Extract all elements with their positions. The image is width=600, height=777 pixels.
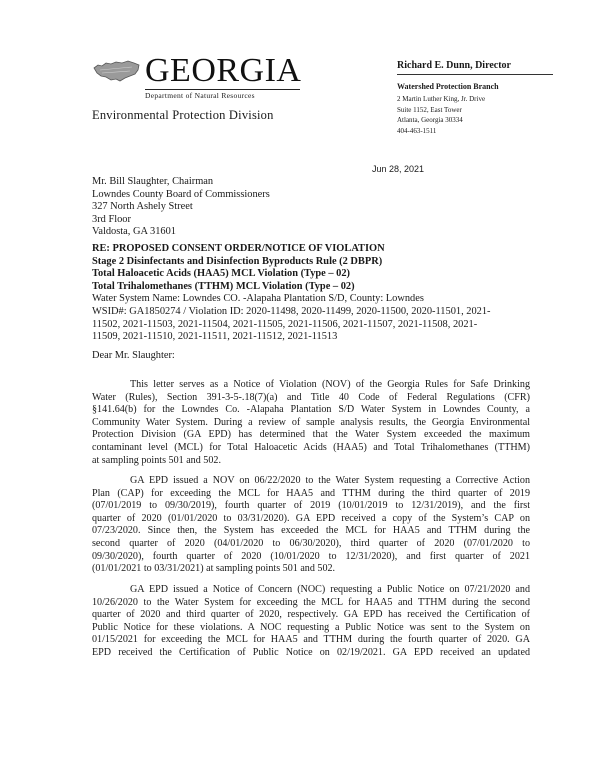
georgia-dnr-logo xyxy=(92,52,312,100)
paragraph-line: at sampling points 501 and 502. xyxy=(92,454,221,466)
address-line: 404-463-1511 xyxy=(397,126,437,135)
paragraph-line: quarter of 2020 and third quarter of 2020, respectively. GA EPD has received the Certification of xyxy=(92,609,530,621)
paragraph-line: (01/01/2021 to 03/31/2021) at sampling points 501 and 502. xyxy=(92,563,336,575)
paragraph-line: contaminant level (MCL) for Total Haloacetic Acids (HAA5) and Total Trihalomethanes (TTHM) xyxy=(92,441,530,453)
addressee-line: 3rd Floor xyxy=(92,213,131,225)
paragraph-line: GA EPD issued a NOV on 06/22/2020 to the Water System requesting a Corrective Action xyxy=(130,475,530,486)
subject-line: Total Haloacetic Acids (HAA5) MCL Violation (Type – 02) xyxy=(92,268,351,280)
director-block xyxy=(397,60,557,135)
body-paragraph xyxy=(92,475,530,576)
violation-id-line: 11502, 2021-11503, 2021-11504, 2021-11505, 2021-11506, 2021-11507, 2021-11508, 2021- xyxy=(92,318,478,330)
violation-id-line: 11509, 2021-11510, 2021-11511, 2021-11512, 2021-11513 xyxy=(92,331,338,343)
address-line: 2 Martin Luther King, Jr. Drive xyxy=(397,95,486,103)
body-paragraph xyxy=(92,379,530,467)
addressee-line: 327 North Ashely Street xyxy=(92,201,193,213)
paragraph-line: 09/30/2020), fourth quarter of 2020 (10/01/2020 to 12/31/2020), and first quarter of 2021 xyxy=(92,550,530,562)
paragraph-line: 10/26/2020 to the Water System for exceeding the MCL for HAA5 and TTHM during the second xyxy=(92,596,530,608)
water-system-line: Water System Name: Lowndes CO. -Alapaha Plantation S/D, County: Lowndes xyxy=(92,293,424,305)
branch-address xyxy=(397,94,485,136)
director-name: Richard E. Dunn, Director xyxy=(397,60,511,71)
paragraph-line: second quarter of 2020 (04/01/2020 to 06/30/2020), third quarter of 2020 (07/01/2020 to xyxy=(92,537,530,549)
paragraph-line: quarter of 2020 (01/01/2020 to 03/31/2020). GA EPD received a copy of the System’s CAP on xyxy=(92,512,530,524)
paragraph-line: §141.64(b) for the Lowndes Co. -Alapaha Plantation S/D Water System in Lowndes County, a xyxy=(92,404,530,416)
addressee-line: Valdosta, GA 31601 xyxy=(92,226,176,238)
paragraph-line: This letter serves as a Notice of Violation (NOV) of the Georgia Rules for Safe Drinking xyxy=(130,379,530,390)
paragraph-line: EPD received the Certification of Public Notice on 02/19/2021. GA EPD received an updated xyxy=(92,646,530,658)
paragraph-line: Plan (CAP) for exceeding the MCL for HAA5 and TTHM during the third quarter of 2019 xyxy=(92,487,530,499)
paragraph-line: Community Water System. During a review of sample analysis results, the Georgia Environmental xyxy=(92,416,530,428)
body-paragraph xyxy=(92,584,530,660)
paragraph-line: (07/01/2019 to 09/30/2019), fourth quarter of 2019 (10/01/2019 to 12/31/2019), and the first xyxy=(92,500,530,512)
department-name: Department of Natural Resources xyxy=(145,89,300,100)
address-line: Suite 1152, East Tower xyxy=(397,105,462,114)
subject-line: Total Trihalomethanes (TTHM) MCL Violation (Type – 02) xyxy=(92,280,355,292)
paragraph-line: Public Notice for these violations. A NOC requesting a Public Notice was sent to the System on xyxy=(92,621,530,633)
logo-word: GEORGIA xyxy=(145,52,302,89)
paragraph-line: 07/23/2020. Since then, the System has exceeded the MCL for HAA5 and TTHM during the xyxy=(92,525,530,537)
violation-id-line: WSID#: GA1850274 / Violation ID: 2020-11498, 2020-11499, 2020-11500, 2020-11501, 2021- xyxy=(92,305,491,317)
address-line: Atlanta, Georgia 30334 xyxy=(397,116,463,124)
paragraph-line: 01/15/2021 for exceeding the MCL for HAA5 and TTHM during the fourth quarter of 2020. GA xyxy=(92,634,530,646)
branch-name: Watershed Protection Branch xyxy=(397,82,499,91)
subject-block xyxy=(92,243,491,344)
division-name: Environmental Protection Division xyxy=(92,108,274,122)
paragraph-line: Water (Rules), Section 391-3-5-.18(7)(a) and Title 40 Code of Federal Regulations (CFR) xyxy=(92,391,530,403)
salutation: Dear Mr. Slaughter: xyxy=(92,350,175,361)
director-rule xyxy=(397,74,553,75)
addressee-block xyxy=(92,176,270,239)
subject-line: Stage 2 Disinfectants and Disinfection Byproducts Rule (2 DBPR) xyxy=(92,255,383,267)
georgia-state-outline-icon xyxy=(92,56,142,86)
subject-line: RE: PROPOSED CONSENT ORDER/NOTICE OF VIOLATION xyxy=(92,243,385,254)
addressee-line: Lowndes County Board of Commissioners xyxy=(92,188,270,200)
paragraph-line: Protection Division (GA EPD) has determined that the Water System exceeded the maximum xyxy=(92,429,530,441)
addressee-line: Mr. Bill Slaughter, Chairman xyxy=(92,176,214,187)
letter-date: Jun 28, 2021 xyxy=(372,164,425,174)
paragraph-line: GA EPD issued a Notice of Concern (NOC) requesting a Public Notice on 07/21/2020 and xyxy=(130,584,530,595)
